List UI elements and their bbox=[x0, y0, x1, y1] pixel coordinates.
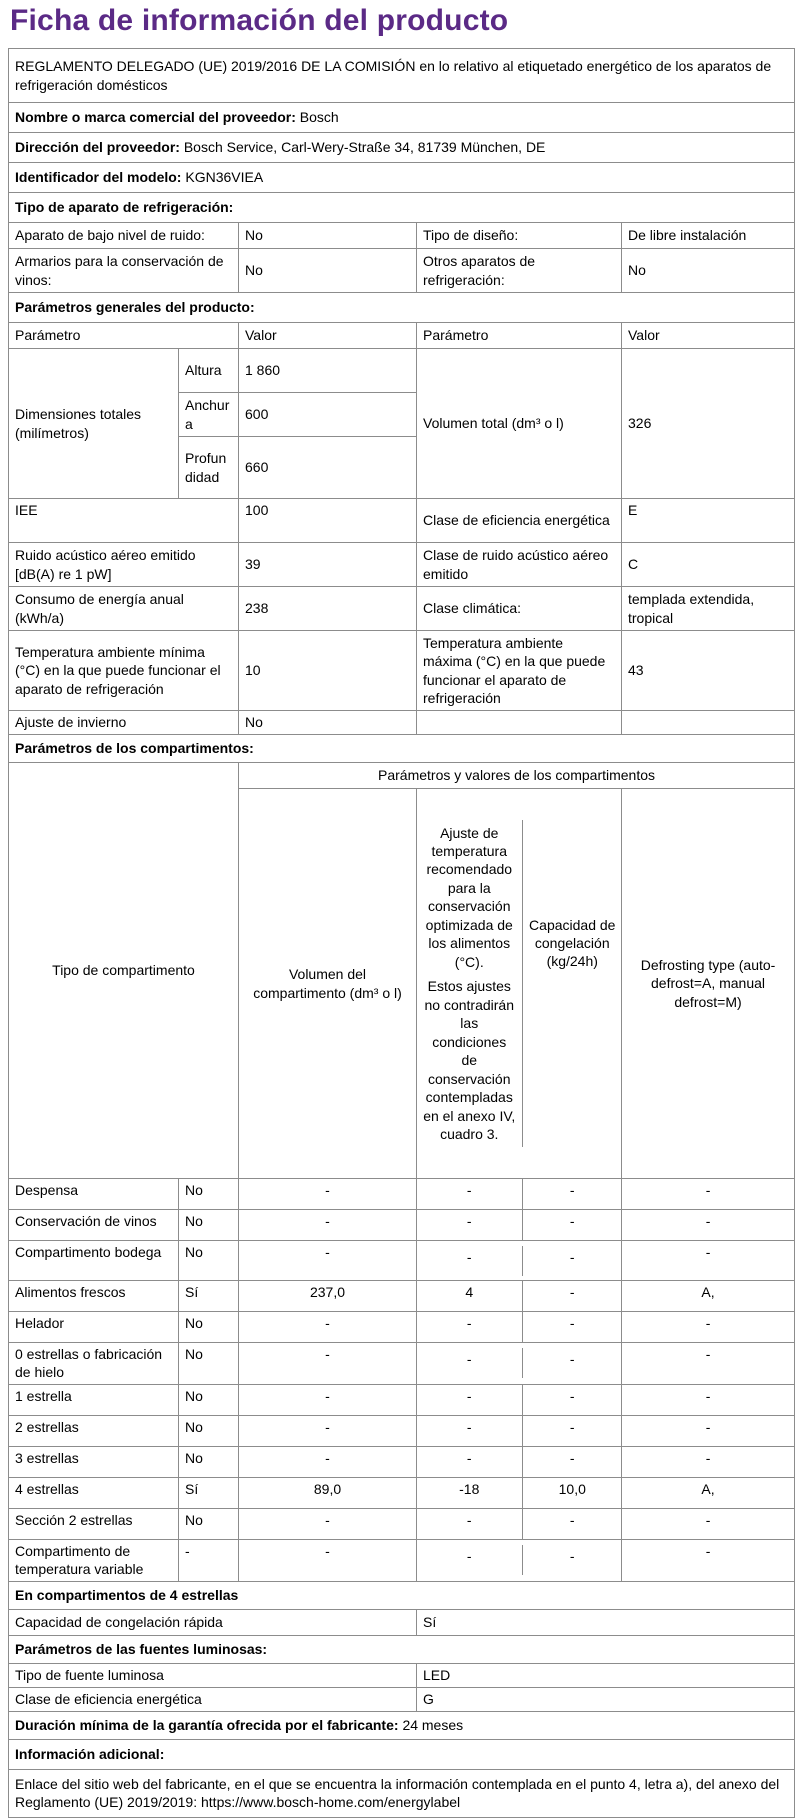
fast-freeze-row bbox=[9, 1609, 795, 1635]
compartment-name: 4 estrellas bbox=[9, 1477, 179, 1508]
section-header bbox=[9, 1581, 795, 1609]
warranty-row bbox=[9, 1711, 795, 1739]
compartment-temp: - bbox=[417, 1416, 522, 1446]
compartment-volume: - bbox=[239, 1446, 417, 1477]
parameter-row bbox=[9, 543, 795, 587]
value-header: Valor bbox=[622, 323, 795, 349]
freeze-header: Capacidad de congelación (kg/24h) bbox=[529, 916, 616, 970]
page-title: Ficha de información del producto bbox=[10, 4, 509, 37]
compartment-freeze: - bbox=[569, 1418, 575, 1435]
climate-class-label: Clase climática: bbox=[417, 587, 622, 631]
dimension-row bbox=[9, 349, 795, 393]
light-class-value: G bbox=[417, 1687, 795, 1711]
light-type-label: Tipo de fuente luminosa bbox=[9, 1663, 417, 1687]
compartment-present: No bbox=[179, 1446, 239, 1477]
compartment-name: 1 estrella bbox=[9, 1384, 179, 1415]
section-header bbox=[9, 735, 795, 763]
compartment-row bbox=[9, 1384, 795, 1415]
compartment-group-header: Parámetros y valores de los compartimentos bbox=[239, 763, 795, 789]
compartment-name: Despensa bbox=[9, 1179, 179, 1210]
volume-label: Volumen total (dm³ o l) bbox=[417, 349, 622, 499]
section-header bbox=[9, 293, 795, 323]
energy-class-label: Clase de eficiencia energética bbox=[417, 499, 622, 543]
winter-label: Ajuste de invierno bbox=[9, 711, 239, 735]
compartment-temp: - bbox=[417, 1545, 522, 1575]
compartment-name: 3 estrellas bbox=[9, 1446, 179, 1477]
compartment-volume: - bbox=[239, 1179, 417, 1210]
compartment-volume: - bbox=[239, 1241, 417, 1281]
parameter-row bbox=[9, 631, 795, 711]
compartment-present: Sí bbox=[179, 1281, 239, 1312]
low-noise-value: No bbox=[239, 223, 417, 249]
compartment-present: No bbox=[179, 1384, 239, 1415]
compartment-name: Compartimento bodega bbox=[9, 1241, 179, 1281]
compartment-volume: - bbox=[239, 1539, 417, 1581]
parameter-row bbox=[9, 711, 795, 735]
compartment-name: Helador bbox=[9, 1312, 179, 1343]
compartment-defrost: - bbox=[622, 1446, 795, 1477]
winter-value: No bbox=[239, 711, 417, 735]
compartment-volume: 237,0 bbox=[239, 1281, 417, 1312]
compartment-temp: 4 bbox=[417, 1281, 522, 1311]
model-value: KGN36VIEA bbox=[185, 169, 264, 186]
compartment-temp: -18 bbox=[417, 1478, 522, 1508]
compartment-row bbox=[9, 1539, 795, 1581]
volume-header: Volumen del compartimento (dm³ o l) bbox=[239, 789, 417, 1179]
compartment-defrost: - bbox=[622, 1179, 795, 1210]
compartment-group-row bbox=[9, 763, 795, 789]
energy-class-value: E bbox=[622, 499, 795, 543]
compartment-present: No bbox=[179, 1343, 239, 1385]
compartment-volume: - bbox=[239, 1312, 417, 1343]
energy-consumption-label: Consumo de energía anual (kWh/a) bbox=[9, 587, 239, 631]
depth-value: 660 bbox=[239, 437, 417, 499]
compartment-present: No bbox=[179, 1508, 239, 1539]
value-header: Valor bbox=[239, 323, 417, 349]
compartment-freeze: - bbox=[569, 1315, 575, 1331]
temp-header: Ajuste de temperatura recomendado para la conservación optimizada de los alimentos (°C). bbox=[425, 824, 513, 970]
compartment-freeze: - bbox=[569, 1511, 575, 1528]
other-value: No bbox=[622, 249, 795, 293]
compartment-volume: 89,0 bbox=[239, 1477, 417, 1508]
section-header bbox=[9, 1635, 795, 1663]
width-value: 600 bbox=[239, 393, 417, 437]
compartments-header: Parámetros de los compartimentos: bbox=[9, 735, 795, 763]
compartment-row bbox=[9, 1210, 795, 1241]
wine-value: No bbox=[239, 249, 417, 293]
compartment-row bbox=[9, 1241, 795, 1281]
temp-note: Estos ajustes no contradirán las condiciones de conservación contempladas en el anexo IV, cuadro 3. bbox=[423, 978, 516, 1143]
compartment-present: No bbox=[179, 1312, 239, 1343]
compartment-present: No bbox=[179, 1415, 239, 1446]
compartment-present: No bbox=[179, 1179, 239, 1210]
light-class-label: Clase de eficiencia energética bbox=[9, 1687, 417, 1711]
compartment-present: - bbox=[179, 1539, 239, 1581]
compartment-name: Alimentos frescos bbox=[9, 1281, 179, 1312]
compartment-freeze: 10,0 bbox=[558, 1480, 586, 1497]
general-column-headers bbox=[9, 323, 795, 349]
compartment-row bbox=[9, 1179, 795, 1210]
compartment-volume: - bbox=[239, 1384, 417, 1415]
compartment-temp: - bbox=[417, 1210, 522, 1240]
light-class-row bbox=[9, 1687, 795, 1711]
compartment-row bbox=[9, 1477, 795, 1508]
param-header: Parámetro bbox=[417, 323, 622, 349]
compartment-volume: - bbox=[239, 1415, 417, 1446]
climate-class-value: templada extendida, tropical bbox=[622, 587, 795, 631]
noise-class-value: C bbox=[622, 543, 795, 587]
design-label: Tipo de diseño: bbox=[417, 223, 622, 249]
compartment-defrost: - bbox=[622, 1210, 795, 1241]
compartment-row bbox=[9, 1312, 795, 1343]
compartment-defrost: - bbox=[622, 1415, 795, 1446]
compartment-temp: - bbox=[417, 1447, 522, 1477]
fast-freeze-value: Sí bbox=[417, 1609, 795, 1635]
address-value: Bosch Service, Carl-Wery-Straße 34, 81739 München, DE bbox=[183, 139, 546, 156]
address-row bbox=[9, 133, 795, 163]
compartment-present: Sí bbox=[179, 1477, 239, 1508]
compartment-temp: - bbox=[417, 1179, 522, 1209]
warranty-value: 24 meses bbox=[402, 1717, 464, 1734]
compartment-freeze: - bbox=[569, 1284, 575, 1300]
supplier-value: Bosch bbox=[299, 109, 339, 126]
compartment-temp: - bbox=[417, 1246, 522, 1276]
compartment-defrost: - bbox=[622, 1241, 795, 1281]
compartment-volume: - bbox=[239, 1508, 417, 1539]
height-value: 1 860 bbox=[239, 349, 417, 393]
parameter-row bbox=[9, 499, 795, 543]
tmax-value: 43 bbox=[622, 631, 795, 711]
compartment-defrost: A, bbox=[622, 1281, 795, 1312]
eei-label: IEE bbox=[9, 499, 239, 543]
additional-header: Información adicional: bbox=[9, 1739, 795, 1769]
compartment-temp: - bbox=[417, 1385, 522, 1415]
compartment-row bbox=[9, 1446, 795, 1477]
regulation-text: REGLAMENTO DELEGADO (UE) 2019/2016 DE LA COMISIÓN en lo relativo al etiquetado energético de los aparatos de refrigeración domésticos bbox=[9, 49, 795, 103]
noise-class-label: Clase de ruido acústico aéreo emitido bbox=[417, 543, 622, 587]
compartment-freeze: - bbox=[569, 1213, 575, 1229]
depth-label: Profundidad bbox=[179, 437, 239, 499]
compartment-volume: - bbox=[239, 1343, 417, 1385]
lights-header: Parámetros de las fuentes luminosas: bbox=[9, 1635, 795, 1663]
compartment-freeze: - bbox=[569, 1449, 575, 1466]
compartment-row bbox=[9, 1508, 795, 1539]
compartment-volume: - bbox=[239, 1210, 417, 1241]
product-info-table bbox=[8, 48, 795, 1818]
appliance-type-header: Tipo de aparato de refrigeración: bbox=[9, 193, 795, 223]
regulation-row bbox=[9, 49, 795, 103]
compartment-type-header: Tipo de compartimento bbox=[9, 763, 239, 1179]
model-label: Identificador del modelo: bbox=[15, 169, 182, 186]
additional-row bbox=[9, 1769, 795, 1817]
design-value: De libre instalación bbox=[622, 223, 795, 249]
warranty-label: Duración mínima de la garantía ofrecida por el fabricante: bbox=[15, 1717, 399, 1734]
compartment-defrost: - bbox=[622, 1343, 795, 1385]
compartment-row bbox=[9, 1415, 795, 1446]
compartment-name: Conservación de vinos bbox=[9, 1210, 179, 1241]
compartment-freeze: - bbox=[569, 1548, 575, 1565]
compartment-freeze: - bbox=[569, 1387, 575, 1404]
compartment-defrost: - bbox=[622, 1384, 795, 1415]
compartment-row bbox=[9, 1281, 795, 1312]
address-label: Dirección del proveedor: bbox=[15, 139, 180, 156]
compartment-temp: - bbox=[417, 1348, 522, 1378]
compartment-name: 2 estrellas bbox=[9, 1415, 179, 1446]
energylabel-link[interactable]: https://www.bosch-home.com/energylabel bbox=[201, 1794, 461, 1811]
compartment-freeze: - bbox=[569, 1351, 575, 1368]
supplier-row bbox=[9, 103, 795, 133]
noise-label: Ruido acústico aéreo emitido [dB(A) re 1 pW] bbox=[9, 543, 239, 587]
volume-value: 326 bbox=[622, 349, 795, 499]
compartment-defrost: A, bbox=[622, 1477, 795, 1508]
compartment-present: No bbox=[179, 1241, 239, 1281]
compartment-row bbox=[9, 1343, 795, 1385]
fast-freeze-label: Capacidad de congelación rápida bbox=[9, 1609, 417, 1635]
width-label: Anchura bbox=[179, 393, 239, 437]
light-type-row bbox=[9, 1663, 795, 1687]
tmin-label: Temperatura ambiente mínima (°C) en la que puede funcionar el aparato de refrigeración bbox=[9, 631, 239, 711]
appliance-type-row bbox=[9, 249, 795, 293]
param-header: Parámetro bbox=[9, 323, 239, 349]
model-row bbox=[9, 163, 795, 193]
section-header bbox=[9, 1739, 795, 1769]
section-header bbox=[9, 193, 795, 223]
compartment-name: 0 estrellas o fabricación de hielo bbox=[9, 1343, 179, 1385]
compartment-temp: - bbox=[417, 1312, 522, 1342]
general-header: Parámetros generales del producto: bbox=[9, 293, 795, 323]
compartment-name: Sección 2 estrellas bbox=[9, 1508, 179, 1539]
noise-value: 39 bbox=[239, 543, 417, 587]
other-label: Otros aparatos de refrigeración: bbox=[417, 249, 622, 293]
parameter-row bbox=[9, 587, 795, 631]
compartment-defrost: - bbox=[622, 1508, 795, 1539]
eei-value: 100 bbox=[239, 499, 417, 543]
compartment-freeze: - bbox=[569, 1248, 575, 1265]
energy-consumption-value: 238 bbox=[239, 587, 417, 631]
compartment-defrost: - bbox=[622, 1539, 795, 1581]
compartment-defrost: - bbox=[622, 1312, 795, 1343]
additional-text: Enlace del sitio web del fabricante, en el que se encuentra la información contemplada en el punto 4, letra a), del anexo del Reglamento (UE) 2019/2019: bbox=[15, 1775, 780, 1811]
height-label: Altura bbox=[179, 349, 239, 393]
light-type-value: LED bbox=[417, 1663, 795, 1687]
compartment-rows bbox=[9, 1179, 795, 1582]
compartment-temp: - bbox=[417, 1509, 522, 1539]
low-noise-label: Aparato de bajo nivel de ruido: bbox=[9, 223, 239, 249]
dimensions-label: Dimensiones totales (milímetros) bbox=[9, 349, 179, 499]
compartment-freeze: - bbox=[569, 1182, 575, 1198]
tmax-label: Temperatura ambiente máxima (°C) en la que puede funcionar el aparato de refrigeración bbox=[417, 631, 622, 711]
appliance-type-row bbox=[9, 223, 795, 249]
compartment-name: Compartimento de temperatura variable bbox=[9, 1539, 179, 1581]
supplier-label: Nombre o marca comercial del proveedor: bbox=[15, 109, 296, 126]
wine-label: Armarios para la conservación de vinos: bbox=[9, 249, 239, 293]
defrost-header: Defrosting type (auto-defrost=A, manual defrost=M) bbox=[622, 789, 795, 1179]
tmin-value: 10 bbox=[239, 631, 417, 711]
compartment-present: No bbox=[179, 1210, 239, 1241]
four-star-header: En compartimentos de 4 estrellas bbox=[9, 1581, 795, 1609]
